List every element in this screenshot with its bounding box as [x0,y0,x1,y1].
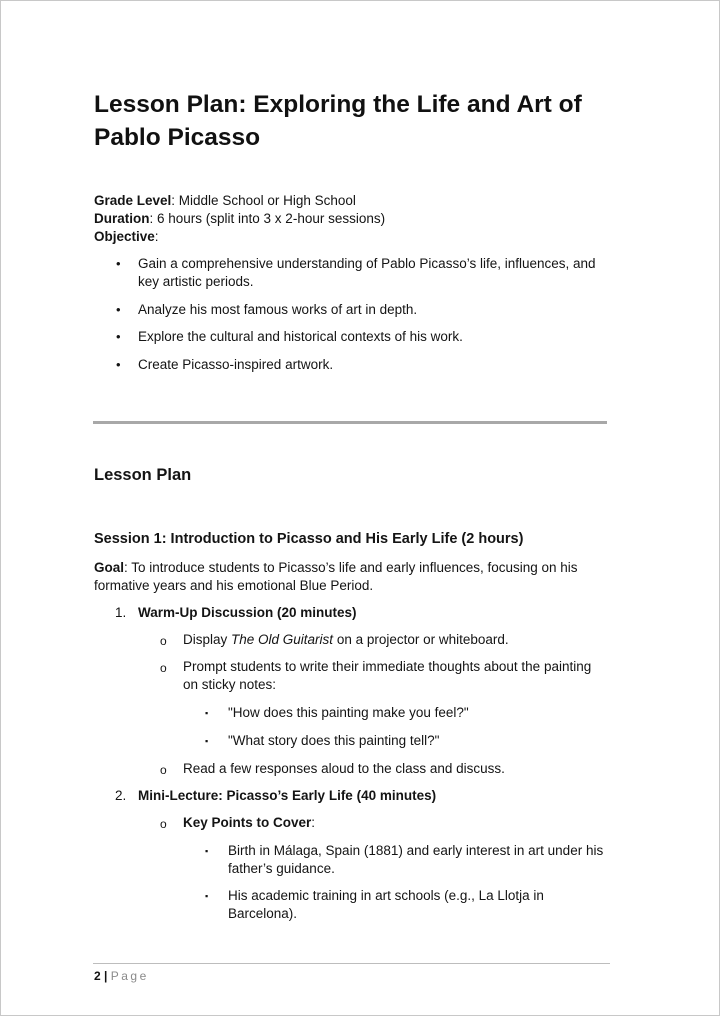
objective-text: Analyze his most famous works of art in depth. [138,301,418,317]
prompt-instruction: Prompt students to write their immediate thoughts about the painting on sticky notes: [183,659,592,692]
objective-text: Create Picasso-inspired artwork. [138,356,334,372]
grade-level-label: Grade Level [94,193,172,208]
bullet-square: ▪ [205,708,209,718]
objective-line [94,228,159,246]
objectives-list [94,255,614,383]
key-point-item: His academic training in art schools (e.g., La Llotja in Barcelona). [228,888,544,921]
key-points-label: Key Points to Cover [183,815,312,830]
question-item: "How does this painting make you feel?" [228,705,469,720]
step-1-number: 1. [115,605,127,620]
key-point-item: Birth in Málaga, Spain (1881) and early interest in art under his father’s guidance. [228,843,604,876]
bullet-disc: • [116,256,121,271]
duration-line [94,210,385,228]
horizontal-divider [93,421,607,424]
grade-level-value: : Middle School or High School [171,193,356,208]
bullet-square: ▪ [205,846,209,856]
question-item: "What story does this painting tell?" [228,733,440,748]
step-1-title: Warm-Up Discussion (20 minutes) [138,605,357,620]
bullet-circle: o [160,763,167,777]
objective-label: Objective [94,229,155,244]
bullet-square: ▪ [205,891,209,901]
document-title: Lesson Plan: Exploring the Life and Art of Pablo Picasso [94,91,582,151]
page-word: Page [110,969,149,983]
key-points-colon: : [311,815,316,830]
bullet-disc: • [116,329,121,344]
bullet-circle: o [160,661,167,675]
objective-item [94,255,614,291]
artwork-title: The Old Guitarist [231,632,334,647]
objective-item [94,301,614,319]
duration-value: : 6 hours (split into 3 x 2-hour sessions) [149,211,386,226]
display-pre: Display [183,632,232,647]
page-number: 2 [94,969,101,983]
bullet-square: ▪ [205,736,209,746]
bullet-disc: • [116,356,121,372]
goal-text: : To introduce students to Picasso’s life and early influences, focusing on his formative years and his emotional Blue Period. [94,560,578,593]
key-points-line [183,814,315,832]
objective-item [94,328,614,346]
footer-rule [93,963,610,964]
read-aloud-instruction: Read a few responses aloud to the class and discuss. [183,761,505,776]
duration-label: Duration [94,211,150,226]
session-1-goal [94,559,604,595]
grade-level-line [94,192,356,210]
bullet-circle: o [160,817,167,831]
step-2-title: Mini-Lecture: Picasso’s Early Life (40 minutes) [138,788,437,803]
page-footer [94,968,149,984]
display-post: on a projector or whiteboard. [333,632,509,647]
bullet-circle: o [160,634,167,648]
lesson-plan-heading: Lesson Plan [94,466,192,484]
bullet-disc: • [116,301,121,317]
objective-text: Explore the cultural and historical contexts of his work. [138,329,463,344]
step-2-number: 2. [115,788,127,803]
goal-label: Goal [94,560,125,575]
objective-text: Gain a comprehensive understanding of Pablo Picasso’s life, influences, and key artistic periods. [138,256,596,289]
objective-colon: : [154,229,159,244]
session-1-heading: Session 1: Introduction to Picasso and His Early Life (2 hours) [94,531,524,547]
footer-separator: | [100,969,111,983]
objective-item [94,356,614,374]
display-instruction [183,631,509,649]
